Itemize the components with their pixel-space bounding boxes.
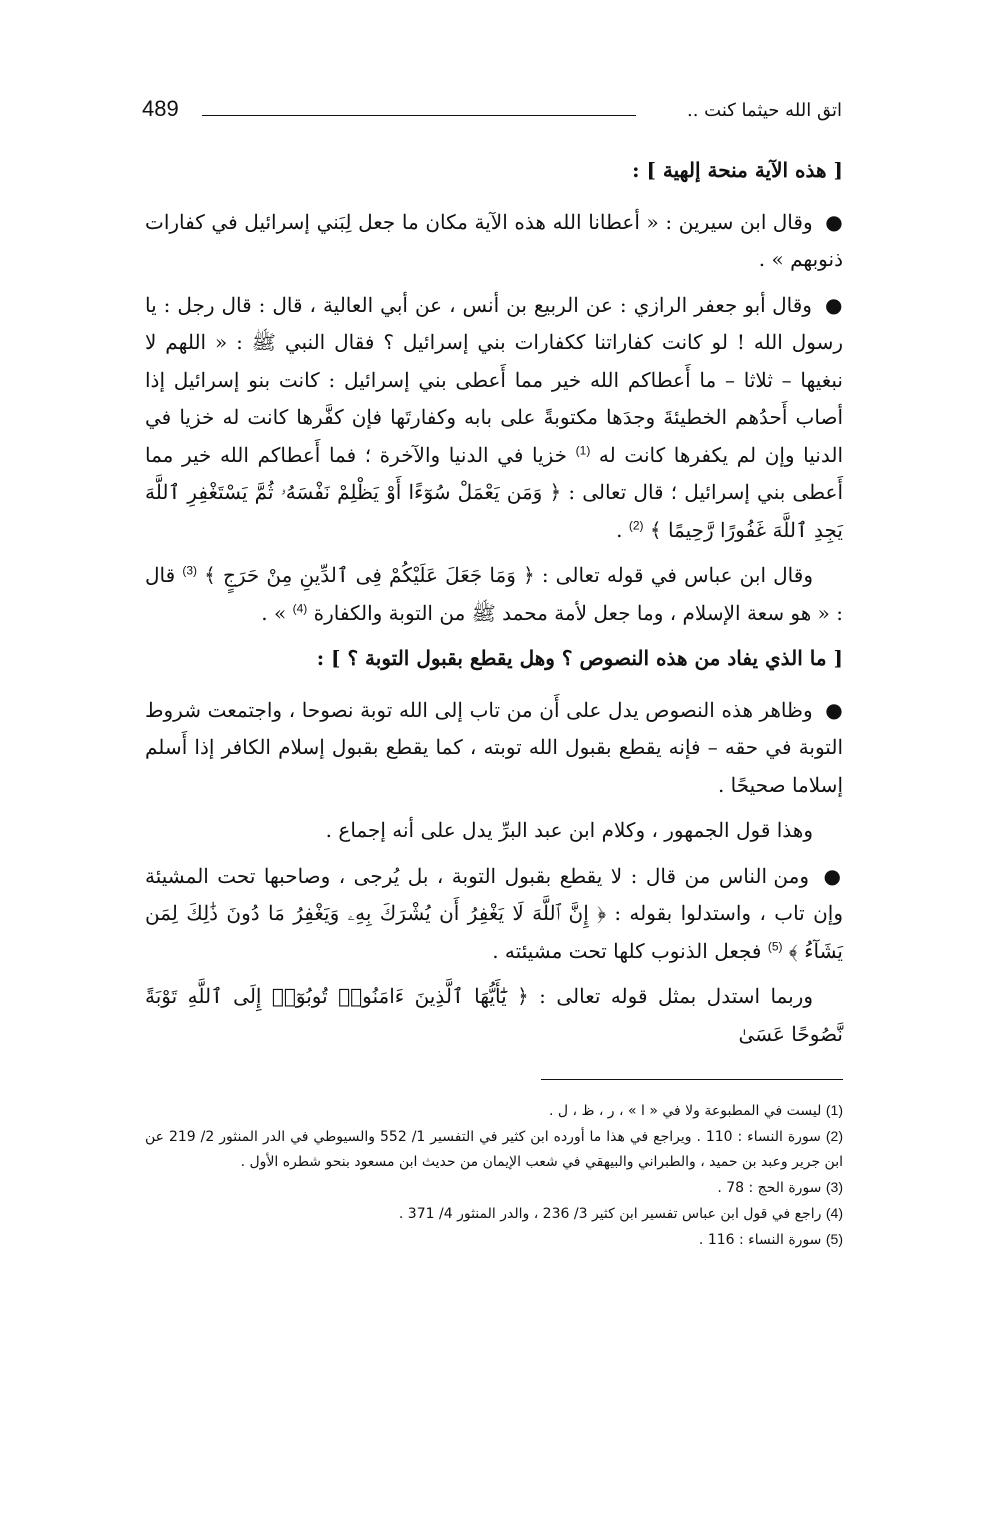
paragraph-text: خزيا في الدنيا والآخرة ؛ فما أَعطاكم الله خير مما أَعطى بني إسرائيل ؛ قال تعالى : ﴿ وَمَن يَعْمَلْ سُوٓءًا أَوْ يَظْلِمْ نَفْسَهُۥ ثُمَّ يَسْتَغْفِرِ ٱللَّهَ يَجِدِ ٱللَّهَ غَفُورًا رَّحِيمًا ﴾: [145, 442, 843, 542]
paragraph-text: » .: [261, 600, 287, 625]
paragraph-text: وظاهر هذه النصوص يدل على أَن من تاب إلى الله توبة نصوحا ، واجتمعت شروط التوبة في حقه – فإنه يقطع بقبول الله توبته ، كما يقطع بقبول إسلام الكافر إذا أَسلم إسلاما صحيحًا .: [145, 697, 843, 797]
paragraph-text: ومن الناس من قال : لا يقطع بقبول التوبة ، بل يُرجى ، وصاحبها تحت المشيئة وإن تاب ، واستدلوا بقوله : ﴿ إِنَّ ٱللَّهَ لَا يَغْفِرُ أَن يُشْرَكَ بِهِۦ وَيَغْفِرُ مَا دُونَ ذَٰلِكَ لِمَن يَشَآءُ ﴾: [145, 863, 843, 963]
footnote-ref-4: (4): [292, 600, 308, 615]
bullet-icon: ●: [825, 209, 844, 234]
paragraph-text: قال : « هو سعة الإسلام ، وما جعل لأمة محمد ﷺ من التوبة والكفارة: [145, 563, 843, 625]
bullet-icon: ●: [825, 697, 844, 722]
page-header: [140, 96, 842, 130]
bullet-icon: ●: [824, 292, 844, 317]
page-number: 489: [142, 96, 179, 121]
paragraph-abu-jafar: [145, 287, 843, 550]
paragraph-text: وقال ابن سيرين : « أعطانا الله هذه الآية مكان ما جعل لِبَني إسرائيل في كفارات ذنوبهم » .: [145, 209, 843, 271]
footnote-4: (4) راجع في قول ابن عباس تفسير ابن كثير 3/ 236 ، والدر المنثور 4/ 371 .: [398, 1205, 843, 1222]
footnote-2: (2) سورة النساء : 110 . ويراجع في هذا ما أورده ابن كثير في التفسير 1/ 552 والسيوطي في الدر المنثور 2/ 219 عن ابن جرير وعبد بن حميد ، والطبراني والبيهقي في شعب الإيمان من حديث ابن مسعود بنحو شطره الأول .: [145, 1128, 844, 1170]
paragraph-evidence: وربما استدل بمثل قوله تعالى : ﴿ يَٰٓأَيُّهَا ٱلَّذِينَ ءَامَنُوا۟ تُوبُوٓا۟ إِلَى ٱللَّهِ تَوْبَةً نَّصُوحًا عَسَىٰ: [145, 984, 843, 1046]
paragraph-majority-view: وهذا قول الجمهور ، وكلام ابن عبد البرِّ يدل على أنه إجماع .: [325, 818, 813, 842]
paragraph-apparent-meaning: [145, 692, 843, 805]
footnote-ref-3: (3): [182, 563, 197, 578]
paragraph-other-view: [145, 858, 843, 971]
running-title: اتق الله حيثما كنت ..: [686, 100, 842, 121]
footnotes: [145, 1098, 843, 1253]
paragraph-text: فجعل الذنوب كلها تحت مشيئته .: [492, 938, 762, 963]
paragraph-ibn-abbas: [145, 557, 843, 632]
paragraph-text: وقال ابن عباس في قوله تعالى : ﴿ وَمَا جَعَلَ عَلَيْكُمْ فِى ٱلدِّينِ مِنْ حَرَجٍ ﴾: [204, 563, 813, 587]
main-text: [145, 152, 843, 1061]
footnote-ref-1: (1): [575, 442, 591, 457]
footnote-ref-5: (5): [767, 938, 783, 953]
footnote-ref-2: (2): [628, 517, 644, 532]
paragraph-ibn-sirin: [145, 204, 843, 279]
footnote-5: (5) سورة النساء : 116 .: [698, 1231, 843, 1248]
section-heading-divine-gift: [ هذه الآية منحة إلهية ] :: [632, 158, 843, 182]
header-rule: [202, 115, 636, 116]
paragraph-text: وقال أبو جعفر الرازي : عن الربيع بن أنس ، عن أبي العالية ، قال : قال رجل : يا رسول الله ! لو كانت كفاراتنا ككفارات بني إسرائيل ؟ فقال النبي ﷺ : « اللهم لا نبغيها – ثلاثا – ما أَعطاكم الله خير مما أَعطى بني إسرائيل : كانت بنو إسرائيل إذا أصاب أَحدُهم الخطيئةَ وجدَها مكتوبةً على بابه وكفارتَها فإن كفَّرها كانت له خزيا في الدنيا وإن لم يكفرها كانت له: [145, 292, 844, 467]
footnote-1: (1) ليست في المطبوعة ولا في « ا » ، ر ، ظ ، ل .: [548, 1102, 843, 1119]
section-heading-acceptance: [ ما الذي يفاد من هذه النصوص ؟ وهل يقطع بقبول التوبة ؟ ] :: [316, 646, 843, 670]
footnote-separator: [541, 1079, 843, 1080]
paragraph-text: .: [616, 517, 623, 542]
footnote-3: (3) سورة الحج : 78 .: [717, 1179, 843, 1196]
bullet-icon: ●: [823, 863, 843, 888]
